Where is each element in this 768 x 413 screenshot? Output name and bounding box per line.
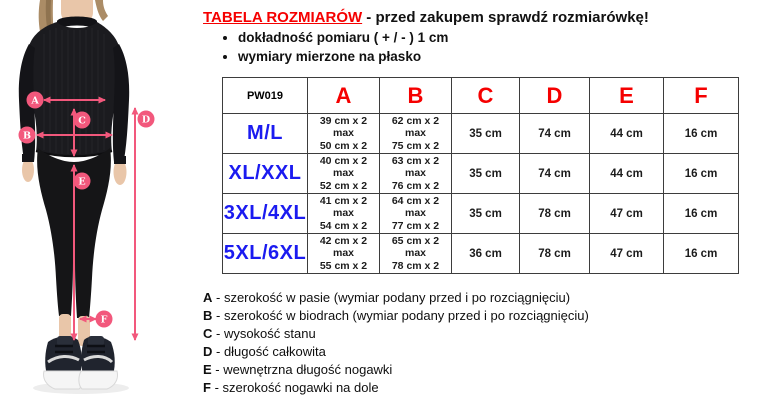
page-title (203, 9, 649, 26)
legend-item-f: F - szerokość nogawki na dole (203, 380, 379, 395)
size-table-header-row (223, 78, 739, 114)
measurement-c: 35 cm (452, 194, 520, 234)
measurement-f: 16 cm (664, 194, 739, 234)
legend-item-e: E - wewnętrzna długość nogawki (203, 362, 393, 377)
measurement-a: 40 cm x 2 max 52 cm x 2 (308, 154, 380, 194)
size-label: XL/XXL (223, 154, 308, 194)
column-header-e: E (590, 78, 664, 114)
size-row-5xl-6xl (223, 234, 739, 274)
measure-marker-f-label: F (100, 314, 108, 326)
size-row-m-l (223, 114, 739, 154)
size-table-body (223, 114, 739, 274)
title-rest: - przed zakupem sprawdź rozmiarówkę! (362, 9, 649, 26)
measurement-e: 47 cm (590, 194, 664, 234)
measurement-b: 64 cm x 2 max 77 cm x 2 (380, 194, 452, 234)
legend-item-d: D - długość całkowita (203, 344, 326, 359)
hair-right (95, 0, 108, 21)
bullet-item: • wymiary mierzone na płasko (238, 47, 448, 66)
measurement-c: 35 cm (452, 114, 520, 154)
right-sleeve (113, 44, 129, 162)
measurement-b: 63 cm x 2 max 76 cm x 2 (380, 154, 452, 194)
left-cuff (22, 154, 34, 162)
measure-marker-e-label: E (78, 176, 86, 188)
column-header-a: A (308, 78, 380, 114)
measurement-c: 35 cm (452, 154, 520, 194)
measurement-f: 16 cm (664, 234, 739, 274)
column-header-b: B (380, 78, 452, 114)
size-row-3xl-4xl (223, 194, 739, 234)
size-row-xl-xxl (223, 154, 739, 194)
measurement-f: 16 cm (664, 114, 739, 154)
bullet-item: • dokładność pomiaru ( + / - ) 1 cm (238, 28, 448, 47)
measurement-c: 36 cm (452, 234, 520, 274)
right-cuff (114, 156, 126, 164)
leggings-left (37, 148, 74, 316)
measurement-d: 74 cm (520, 114, 590, 154)
size-table (222, 77, 739, 274)
measurement-b: 65 cm x 2 max 78 cm x 2 (380, 234, 452, 274)
bullet-list (224, 28, 448, 66)
measurement-a: 39 cm x 2 max 50 cm x 2 (308, 114, 380, 154)
legend (203, 289, 589, 397)
measurement-d: 78 cm (520, 194, 590, 234)
measurement-e: 44 cm (590, 114, 664, 154)
legend-item-c: C - wysokość stanu (203, 326, 316, 341)
measure-marker-d-label: D (141, 114, 151, 126)
product-code-cell: PW019 (223, 78, 308, 114)
legend-item-b: B - szerokość w biodrach (wymiar podany przed i po rozciągnięciu) (203, 308, 589, 323)
column-header-d: D (520, 78, 590, 114)
column-header-f: F (664, 78, 739, 114)
measurement-d: 78 cm (520, 234, 590, 274)
measure-marker-c-label: C (78, 115, 86, 127)
measurement-f: 16 cm (664, 154, 739, 194)
model-photo (0, 0, 195, 413)
measurement-e: 47 cm (590, 234, 664, 274)
measurement-a: 42 cm x 2 max 55 cm x 2 (308, 234, 380, 274)
size-label: M/L (223, 114, 308, 154)
measure-marker-b-label: B (22, 130, 32, 142)
measurement-e: 44 cm (590, 154, 664, 194)
size-label: 5XL/6XL (223, 234, 308, 274)
size-label: 3XL/4XL (223, 194, 308, 234)
measurement-d: 74 cm (520, 154, 590, 194)
title-highlight: TABELA ROZMIARÓW (203, 9, 363, 26)
column-header-c: C (452, 78, 520, 114)
legend-item-a: A - szerokość w pasie (wymiar podany przed i po rozciągnięciu) (203, 290, 571, 305)
measurement-b: 62 cm x 2 max 75 cm x 2 (380, 114, 452, 154)
measure-marker-a-label: A (31, 95, 39, 107)
measurement-a: 41 cm x 2 max 54 cm x 2 (308, 194, 380, 234)
